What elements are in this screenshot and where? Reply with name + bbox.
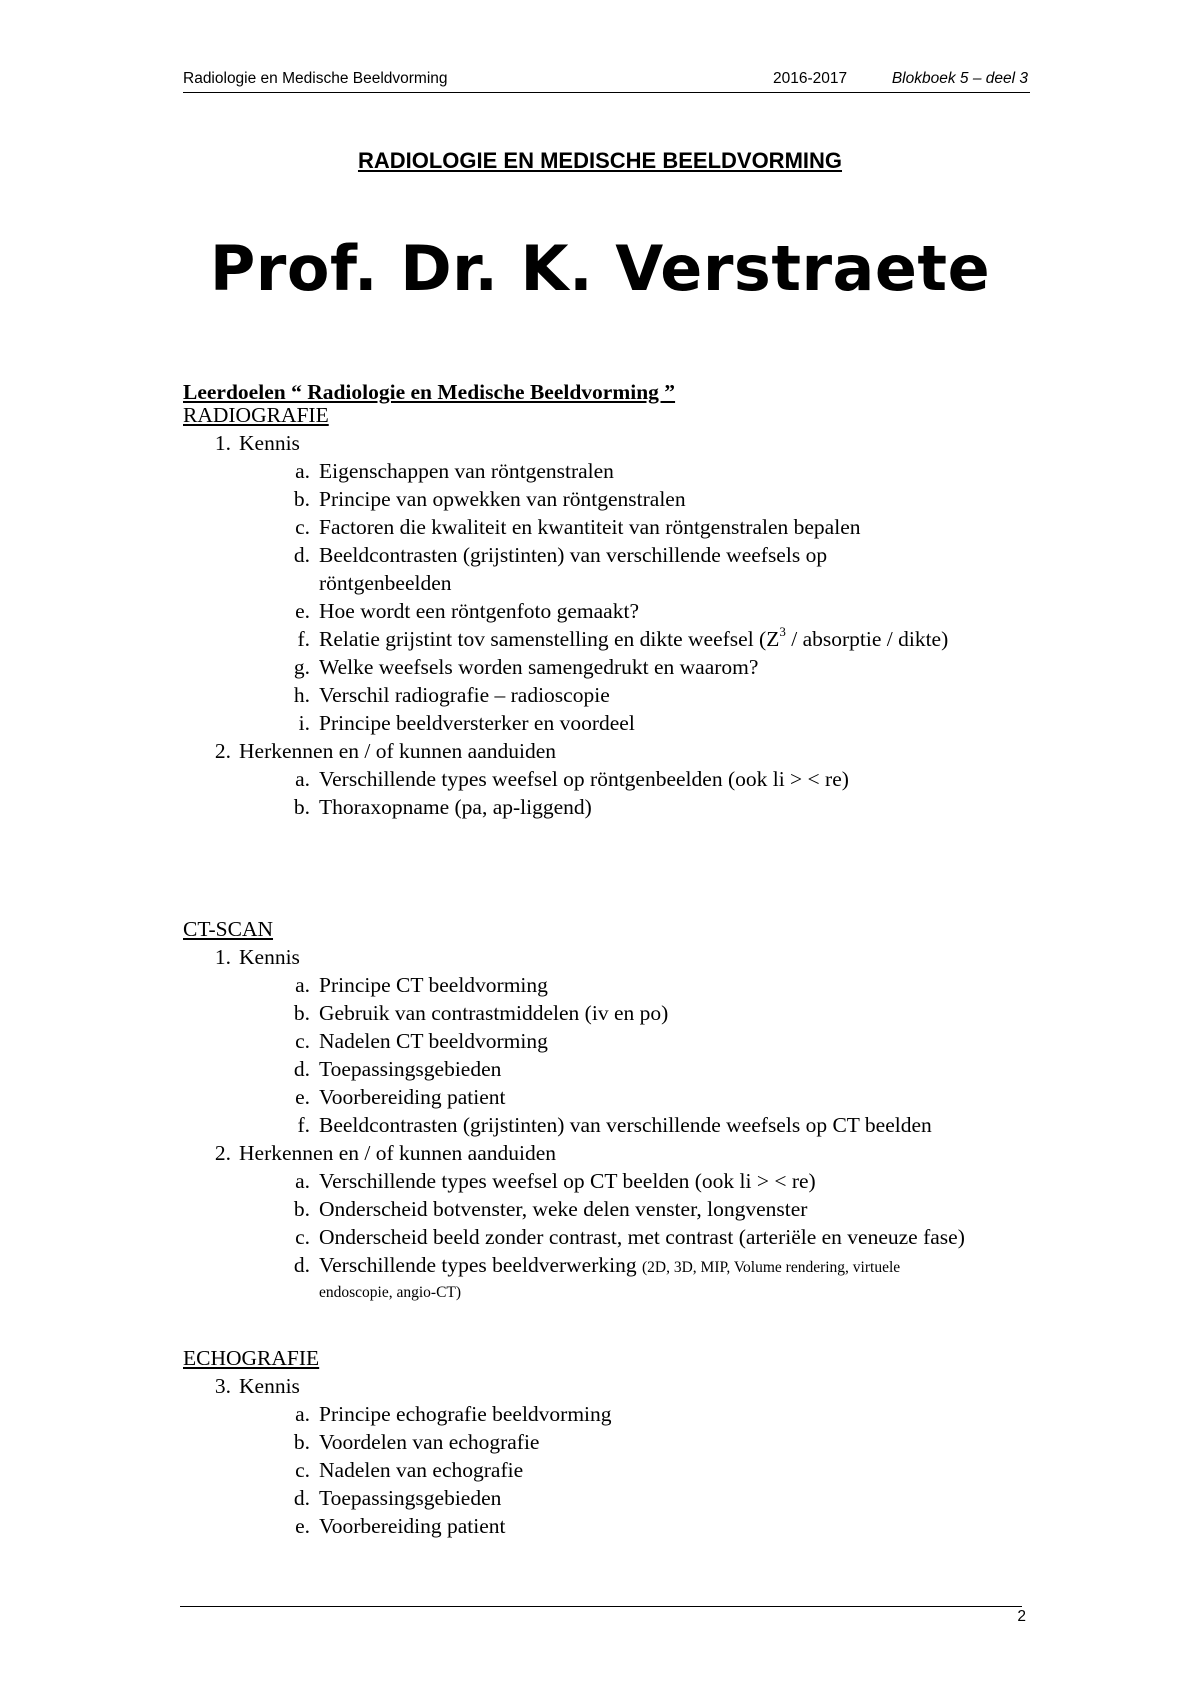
item-text: Voordelen van echografie	[319, 1430, 540, 1454]
item-text-part: Relatie grijstint tov samenstelling en dikte weefsel (Z	[319, 627, 780, 651]
list-item	[183, 457, 1019, 485]
list-item	[183, 625, 1019, 653]
item-text: Hoe wordt een röntgenfoto gemaakt?	[319, 599, 639, 623]
superscript: 3	[779, 623, 786, 639]
item-text: Nadelen CT beeldvorming	[319, 1029, 548, 1053]
section-title: RADIOGRAFIE	[183, 403, 329, 427]
item-text: Principe beeldversterker en voordeel	[319, 711, 635, 735]
list-item	[183, 1223, 1019, 1251]
item-letter: d.	[293, 1057, 310, 1081]
item-letter: b.	[293, 1430, 310, 1454]
item-text: Gebruik van contrastmiddelen (iv en po)	[319, 1001, 669, 1025]
item-letter: a.	[295, 1169, 310, 1193]
item-number: 1.	[214, 431, 231, 455]
item-label: Kennis	[239, 431, 300, 455]
item-label: Kennis	[239, 945, 300, 969]
list-item	[183, 1484, 1019, 1512]
item-letter: a.	[295, 459, 310, 483]
item-letter: e.	[295, 1085, 310, 1109]
list-item	[183, 737, 1019, 765]
list-item	[183, 429, 1019, 457]
item-text: Beeldcontrasten (grijstinten) van verschillende weefsels op CT beelden	[319, 1113, 932, 1137]
header-book: Blokboek 5 – deel 3	[891, 70, 1028, 87]
document-title: RADIOLOGIE EN MEDISCHE BEELDVORMING	[357, 148, 843, 173]
item-text: Onderscheid beeld zonder contrast, met contrast (arteriële en veneuze fase)	[319, 1225, 965, 1249]
list-item	[183, 1167, 1019, 1195]
item-label: Herkennen en / of kunnen aanduiden	[239, 739, 557, 763]
list-item	[183, 999, 1019, 1027]
item-text: Voorbereiding patient	[319, 1085, 506, 1109]
item-letter: f.	[297, 1113, 310, 1137]
item-number: 2.	[214, 1141, 231, 1165]
item-letter: f.	[297, 627, 310, 651]
item-text: Verschillende types weefsel op CT beelden (ook li > < re)	[319, 1169, 816, 1193]
item-text-part: / absorptie / dikte)	[785, 627, 949, 651]
item-text: Nadelen van echografie	[319, 1458, 524, 1482]
list-item	[183, 1083, 1019, 1111]
list-item	[183, 653, 1019, 681]
item-text: Thoraxopname (pa, ap-liggend)	[319, 795, 592, 819]
list-item	[183, 541, 1019, 597]
item-letter: c.	[295, 515, 310, 539]
item-letter: b.	[293, 795, 310, 819]
item-label: Kennis	[239, 1374, 300, 1398]
item-text: Verschillende types weefsel op röntgenbeelden (ook li > < re)	[319, 767, 849, 791]
section-echografie	[183, 1344, 1019, 1540]
item-letter: a.	[295, 767, 310, 791]
item-text: Principe echografie beeldvorming	[319, 1402, 612, 1426]
item-text: Welke weefsels worden samengedrukt en waarom?	[319, 655, 759, 679]
section-radiografie	[183, 401, 1019, 821]
section-title: CT-SCAN	[183, 917, 274, 941]
item-text: Factoren die kwaliteit en kwantiteit van röntgenstralen bepalen	[319, 515, 861, 539]
item-letter: c.	[295, 1458, 310, 1482]
list-item	[183, 1428, 1019, 1456]
item-text: Verschil radiografie – radioscopie	[319, 683, 610, 707]
item-number: 3.	[214, 1374, 231, 1398]
list-item	[183, 943, 1019, 971]
item-letter: d.	[293, 1486, 310, 1510]
item-letter: c.	[295, 1225, 310, 1249]
list-item	[183, 1254, 1019, 1304]
item-letter: a.	[295, 1402, 310, 1426]
item-number: 1.	[214, 945, 231, 969]
footer-rule	[180, 1606, 1022, 1607]
section-ct-scan	[183, 915, 1019, 1304]
list-item	[183, 681, 1019, 709]
item-text	[319, 1254, 959, 1304]
item-text: Beeldcontrasten (grijstinten) van verschillende weefsels op röntgenbeelden	[319, 543, 828, 595]
list-item	[183, 513, 1019, 541]
page-number: 2	[1017, 1608, 1026, 1625]
item-letter: b.	[293, 1001, 310, 1025]
section-title: ECHOGRAFIE	[183, 1346, 320, 1370]
list-item	[183, 971, 1019, 999]
header-year: 2016-2017	[773, 70, 848, 87]
item-letter: g.	[293, 655, 310, 679]
item-letter: d.	[293, 1253, 310, 1277]
item-text: Onderscheid botvenster, weke delen venster, longvenster	[319, 1197, 808, 1221]
list-item	[183, 709, 1019, 737]
page-header	[183, 70, 1030, 93]
item-letter: b.	[293, 1197, 310, 1221]
item-letter: a.	[295, 973, 310, 997]
item-text: Principe CT beeldvorming	[319, 973, 548, 997]
item-letter: b.	[293, 487, 310, 511]
list-item	[183, 765, 1019, 793]
objectives-heading: Leerdoelen “ Radiologie en Medische Beeldvorming ”	[183, 380, 676, 404]
item-text: Eigenschappen van röntgenstralen	[319, 459, 614, 483]
item-text: Toepassingsgebieden	[319, 1057, 502, 1081]
list-item	[183, 793, 1019, 821]
header-course-name: Radiologie en Medische Beeldvorming	[183, 70, 448, 87]
item-number: 2.	[214, 739, 231, 763]
item-letter: i.	[298, 711, 310, 735]
list-item	[183, 1512, 1019, 1540]
list-item	[183, 1111, 1019, 1139]
author-name: Prof. Dr. K. Verstraete	[209, 232, 991, 305]
item-label: Herkennen en / of kunnen aanduiden	[239, 1141, 557, 1165]
list-item	[183, 1195, 1019, 1223]
item-text: Principe van opwekken van röntgenstralen	[319, 487, 686, 511]
item-text-main: Verschillende types beeldverwerking	[319, 1253, 637, 1277]
item-text-small: (2D, 3D, MIP, Volume rendering, virtuele endoscopie, angio-CT)	[319, 1259, 901, 1301]
item-letter: d.	[293, 543, 310, 567]
list-item	[183, 485, 1019, 513]
list-item	[183, 1027, 1019, 1055]
item-letter: e.	[295, 1514, 310, 1538]
item-letter: e.	[295, 599, 310, 623]
item-text	[319, 625, 979, 653]
list-item	[183, 597, 1019, 625]
list-item	[183, 1400, 1019, 1428]
list-item	[183, 1055, 1019, 1083]
list-item	[183, 1372, 1019, 1400]
item-letter: h.	[293, 683, 310, 707]
item-text: Toepassingsgebieden	[319, 1486, 502, 1510]
item-letter: c.	[295, 1029, 310, 1053]
list-item	[183, 1456, 1019, 1484]
list-item	[183, 1139, 1019, 1167]
item-text: Voorbereiding patient	[319, 1514, 506, 1538]
